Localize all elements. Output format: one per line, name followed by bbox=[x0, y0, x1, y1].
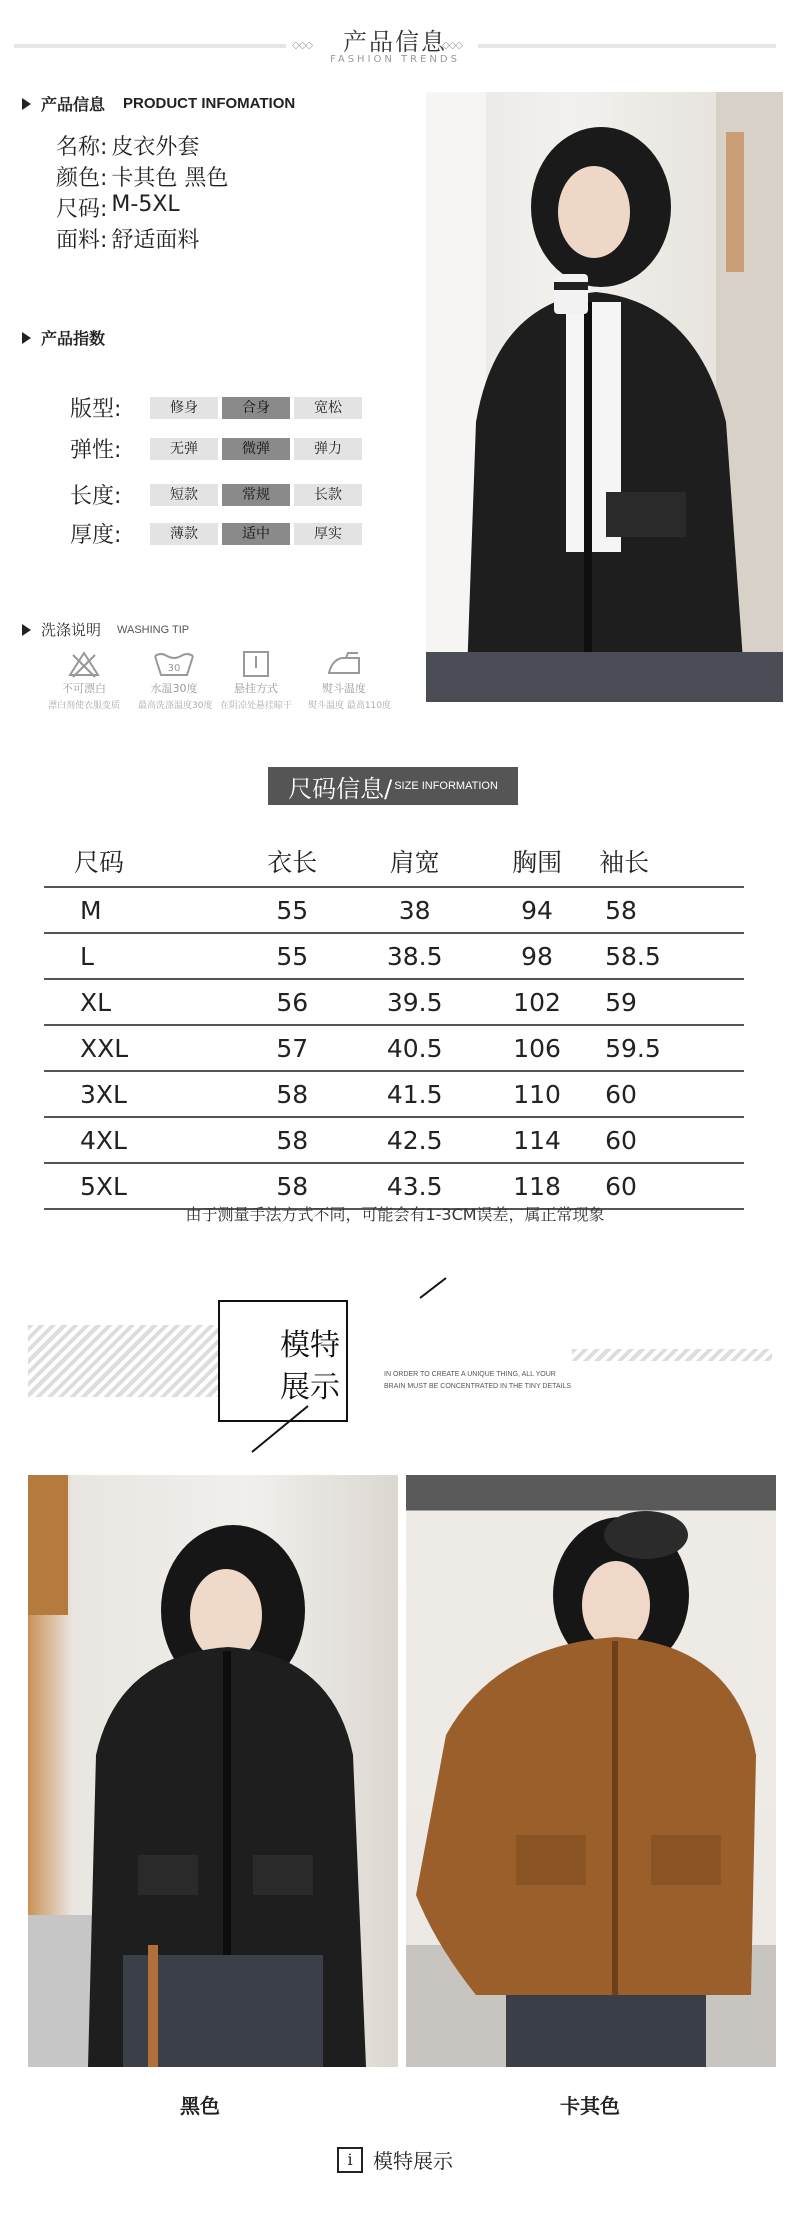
wash-title: 不可漂白 bbox=[62, 682, 106, 695]
iron-icon bbox=[324, 650, 364, 678]
table-cell: 56 bbox=[234, 979, 350, 1025]
size-note: 由于测量手法方式不同，可能会有1-3CM误差，属正常现象 bbox=[185, 1205, 605, 1224]
rating-option: 无弹 bbox=[150, 438, 218, 460]
table-cell: 94 bbox=[479, 887, 595, 933]
model-tagline-line2: BRAIN MUST BE CONCENTRATED IN THE TINY DETAILS bbox=[384, 1383, 572, 1390]
footer bbox=[0, 2145, 790, 2174]
size-banner-cn: 尺码信息/ bbox=[288, 774, 393, 803]
table-cell: 57 bbox=[234, 1025, 350, 1071]
rating-option: 弹力 bbox=[294, 438, 362, 460]
table-row bbox=[44, 1071, 744, 1117]
product-index-heading bbox=[22, 326, 105, 349]
info-value: 皮衣外套 bbox=[111, 135, 200, 160]
info-row-color bbox=[56, 161, 228, 192]
wash-item bbox=[308, 650, 392, 711]
triangle-icon bbox=[22, 332, 31, 344]
table-cell: 60 bbox=[595, 1117, 744, 1163]
table-cell: 55 bbox=[234, 887, 350, 933]
wash-heading-cn: 洗涤说明 bbox=[41, 621, 102, 639]
table-cell: 60 bbox=[595, 1071, 744, 1117]
table-cell: 110 bbox=[479, 1071, 595, 1117]
table-cell: 59.5 bbox=[595, 1025, 744, 1071]
table-cell: 41.5 bbox=[350, 1071, 479, 1117]
table-cell: XL bbox=[44, 979, 234, 1025]
rating-option: 长款 bbox=[294, 484, 362, 506]
col-header: 尺码 bbox=[74, 848, 125, 877]
rating-row-fit bbox=[70, 392, 366, 423]
rating-option: 薄款 bbox=[150, 523, 218, 545]
info-value: M-5XL bbox=[111, 192, 180, 217]
page-subtitle: FASHION TRENDS bbox=[330, 54, 460, 65]
wash-desc: 在阴凉处悬挂晾干 bbox=[220, 701, 293, 711]
table-cell: 58 bbox=[595, 887, 744, 933]
model-illustration-black bbox=[426, 92, 783, 702]
rating-row-elasticity bbox=[70, 433, 366, 464]
table-cell: 58.5 bbox=[595, 933, 744, 979]
table-cell: XXL bbox=[44, 1025, 234, 1071]
rating-option: 修身 bbox=[150, 397, 218, 419]
col-header: 衣长 bbox=[267, 848, 318, 877]
table-cell: 39.5 bbox=[350, 979, 479, 1025]
table-cell: 102 bbox=[479, 979, 595, 1025]
col-header: 肩宽 bbox=[389, 848, 440, 877]
rating-option: 短款 bbox=[150, 484, 218, 506]
wash-heading bbox=[22, 619, 189, 640]
info-label: 尺码: bbox=[56, 197, 108, 222]
wash-item bbox=[48, 650, 120, 711]
wash-item bbox=[138, 650, 213, 711]
slash-decoration-top bbox=[418, 1276, 448, 1300]
table-cell: L bbox=[44, 933, 234, 979]
model-illustration-black-full bbox=[28, 1475, 398, 2067]
wash-title: 熨斗温度 bbox=[322, 682, 366, 695]
wash-desc: 熨斗温度 最高110度 bbox=[308, 701, 392, 711]
rating-label: 版型: bbox=[70, 397, 122, 422]
footer-label: 模特展示 bbox=[373, 2149, 453, 2173]
info-label: 面料: bbox=[56, 228, 108, 253]
triangle-icon bbox=[22, 624, 31, 636]
rating-option-selected: 微弹 bbox=[222, 438, 290, 460]
wash-desc: 漂白剂使衣服变质 bbox=[48, 701, 121, 711]
table-cell: 114 bbox=[479, 1117, 595, 1163]
product-info-heading-en: PRODUCT INFOMATION bbox=[123, 95, 296, 112]
model-title-line2: 展示 bbox=[280, 1370, 340, 1405]
hang-dry-icon bbox=[241, 650, 271, 678]
rating-label: 厚度: bbox=[70, 523, 122, 548]
table-row bbox=[44, 1117, 744, 1163]
rating-option: 宽松 bbox=[294, 397, 362, 419]
rating-option-selected: 常规 bbox=[222, 484, 290, 506]
model-photo-black bbox=[28, 1475, 398, 2067]
header-ornament-left: ◇◇◇ bbox=[292, 40, 313, 51]
wash-title: 水温30度 bbox=[150, 682, 198, 695]
model-tagline bbox=[384, 1369, 571, 1393]
wash-30-icon bbox=[152, 650, 196, 678]
wash-heading-en: WASHING TIP bbox=[117, 623, 190, 636]
slash-decoration-bottom bbox=[250, 1404, 310, 1454]
table-cell: 38.5 bbox=[350, 933, 479, 979]
info-row-fabric bbox=[56, 223, 199, 254]
info-value: 卡其色 黑色 bbox=[111, 166, 229, 191]
size-table bbox=[44, 836, 744, 1210]
table-cell: 55 bbox=[234, 933, 350, 979]
table-cell: 98 bbox=[479, 933, 595, 979]
table-cell: 58 bbox=[234, 1071, 350, 1117]
model-photo-khaki bbox=[406, 1475, 776, 2067]
table-cell: 3XL bbox=[44, 1071, 234, 1117]
triangle-icon bbox=[22, 98, 31, 110]
table-cell: 58 bbox=[234, 1117, 350, 1163]
table-cell: 58 bbox=[234, 1163, 350, 1209]
caption-black: 黑色 bbox=[180, 2094, 220, 2118]
rating-option-selected: 适中 bbox=[222, 523, 290, 545]
table-cell: 60 bbox=[595, 1163, 744, 1209]
wash-desc: 最高洗涤温度30度 bbox=[138, 701, 213, 711]
info-label: 名称: bbox=[56, 135, 108, 160]
table-cell: 59 bbox=[595, 979, 744, 1025]
table-cell: 106 bbox=[479, 1025, 595, 1071]
model-title-line1: 模特 bbox=[280, 1328, 340, 1363]
info-label: 颜色: bbox=[56, 166, 108, 191]
rating-option-selected: 合身 bbox=[222, 397, 290, 419]
info-value: 舒适面料 bbox=[111, 228, 200, 253]
wash-title: 悬挂方式 bbox=[234, 682, 278, 695]
wash-item bbox=[220, 650, 292, 711]
hero-model-photo bbox=[426, 92, 783, 702]
info-row-name bbox=[56, 130, 199, 161]
stripe-decoration-right bbox=[572, 1349, 772, 1361]
rating-row-thickness bbox=[70, 518, 366, 549]
rating-label: 长度: bbox=[70, 484, 122, 509]
table-cell: M bbox=[44, 887, 234, 933]
page-title: 产品信息 bbox=[343, 28, 447, 56]
size-table-header bbox=[44, 836, 744, 887]
size-info-banner bbox=[268, 767, 518, 805]
table-row bbox=[44, 933, 744, 979]
table-row bbox=[44, 1025, 744, 1071]
info-row-size bbox=[56, 192, 180, 223]
product-info-heading bbox=[22, 92, 295, 115]
rating-option: 厚实 bbox=[294, 523, 362, 545]
no-bleach-icon bbox=[67, 650, 101, 678]
table-row bbox=[44, 887, 744, 933]
table-cell: 38 bbox=[350, 887, 479, 933]
model-tagline-line1: IN ORDER TO CREATE A UNIQUE THING, ALL YOUR bbox=[384, 1371, 556, 1378]
rating-row-length bbox=[70, 479, 366, 510]
product-info-heading-cn: 产品信息 bbox=[41, 95, 106, 114]
col-header: 胸围 bbox=[512, 848, 563, 877]
col-header: 袖长 bbox=[599, 848, 650, 877]
table-row bbox=[44, 979, 744, 1025]
table-cell: 40.5 bbox=[350, 1025, 479, 1071]
info-icon: i bbox=[337, 2147, 363, 2173]
size-banner-en: SIZE INFORMATION bbox=[394, 780, 498, 792]
table-cell: 118 bbox=[479, 1163, 595, 1209]
caption-khaki: 卡其色 bbox=[560, 2094, 620, 2118]
table-cell: 43.5 bbox=[350, 1163, 479, 1209]
rating-label: 弹性: bbox=[70, 438, 122, 463]
table-cell: 4XL bbox=[44, 1117, 234, 1163]
model-illustration-khaki-full bbox=[406, 1475, 776, 2067]
table-cell: 5XL bbox=[44, 1163, 234, 1209]
product-index-heading-cn: 产品指数 bbox=[41, 329, 106, 348]
table-cell: 42.5 bbox=[350, 1117, 479, 1163]
wash-temp-glyph: 30 bbox=[167, 663, 181, 674]
header-ornament-right: ◇◇◇ bbox=[442, 40, 463, 51]
